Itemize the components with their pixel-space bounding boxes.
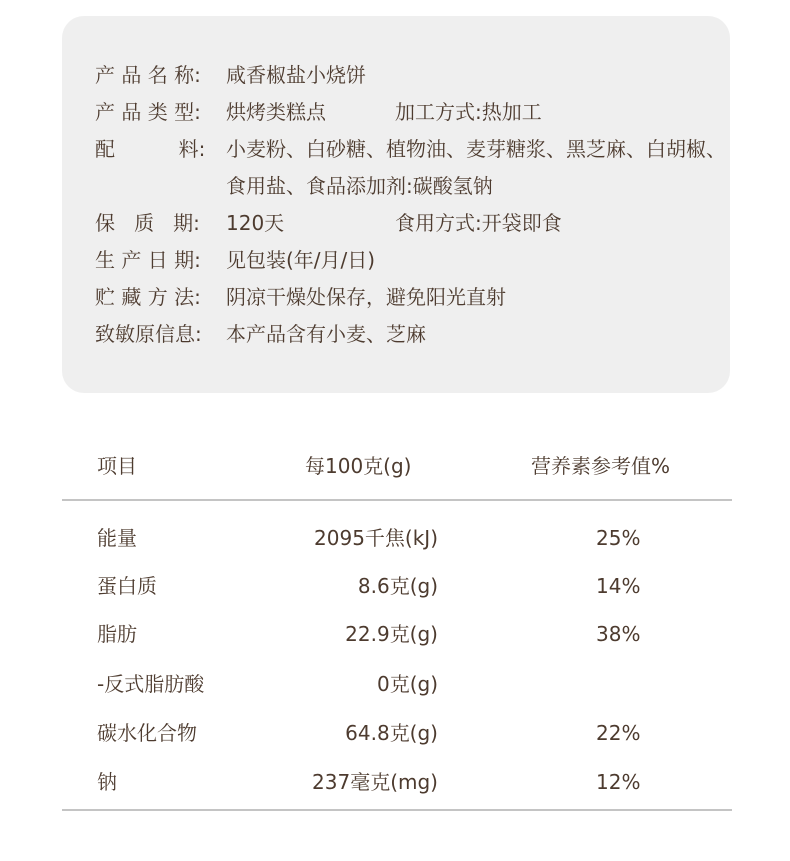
nutrient-amount: 8.6克(g) xyxy=(357,574,438,598)
nutrient-name: -反式脂肪酸 xyxy=(97,672,205,696)
nutrient-amount: 237毫克(mg) xyxy=(312,770,438,794)
storage-label: 贮 藏 方 法: xyxy=(95,285,201,309)
table-header-divider xyxy=(62,499,732,501)
nutrient-amount: 2095千焦(kJ) xyxy=(314,526,438,550)
ingredients-label: 配 料: xyxy=(95,137,206,161)
header-item: 项目 xyxy=(97,454,137,478)
product-name-value: 咸香椒盐小烧饼 xyxy=(226,63,366,87)
nutrient-amount: 0克(g) xyxy=(376,672,438,696)
allergen-label: 致敏原信息: xyxy=(95,322,202,346)
ingredients-value-line2: 食用盐、食品添加剂:碳酸氢钠 xyxy=(226,174,493,198)
process-method-value: 加工方式:热加工 xyxy=(395,100,542,124)
nutrient-nrv: 12% xyxy=(596,770,641,794)
nutrient-name: 蛋白质 xyxy=(97,574,157,598)
production-date-value: 见包装(年/月/日) xyxy=(226,248,376,272)
allergen-value: 本产品含有小麦、芝麻 xyxy=(226,322,426,346)
production-date-label: 生 产 日 期: xyxy=(95,248,201,272)
ingredients-value-line1: 小麦粉、白砂糖、植物油、麦芽糖浆、黑芝麻、白胡椒、 xyxy=(226,137,726,161)
nutrient-amount: 22.9克(g) xyxy=(345,622,438,646)
table-bottom-divider xyxy=(62,809,732,811)
nutrient-name: 碳水化合物 xyxy=(97,721,197,745)
product-type-value: 烘烤类糕点 xyxy=(226,100,326,124)
nutrient-amount: 64.8克(g) xyxy=(345,721,438,745)
shelf-life-value: 120天 xyxy=(226,211,285,235)
nutrient-name: 脂肪 xyxy=(97,622,137,646)
nutrient-name: 钠 xyxy=(97,770,117,794)
product-name-label: 产 品 名 称: xyxy=(95,63,201,87)
nutrient-nrv: 38% xyxy=(596,622,641,646)
nutrient-nrv: 22% xyxy=(596,721,641,745)
shelf-life-label: 保 质 期: xyxy=(95,211,200,235)
nutrient-nrv: 14% xyxy=(596,574,641,598)
product-type-label: 产 品 类 型: xyxy=(95,100,201,124)
nutrient-nrv: 25% xyxy=(596,526,641,550)
header-per-100g: 每100克(g) xyxy=(305,454,412,478)
nutrient-name: 能量 xyxy=(97,526,137,550)
usage-method-value: 食用方式:开袋即食 xyxy=(395,211,562,235)
storage-value: 阴凉干燥处保存，避免阳光直射 xyxy=(226,285,506,309)
header-nrv: 营养素参考值% xyxy=(531,454,671,478)
